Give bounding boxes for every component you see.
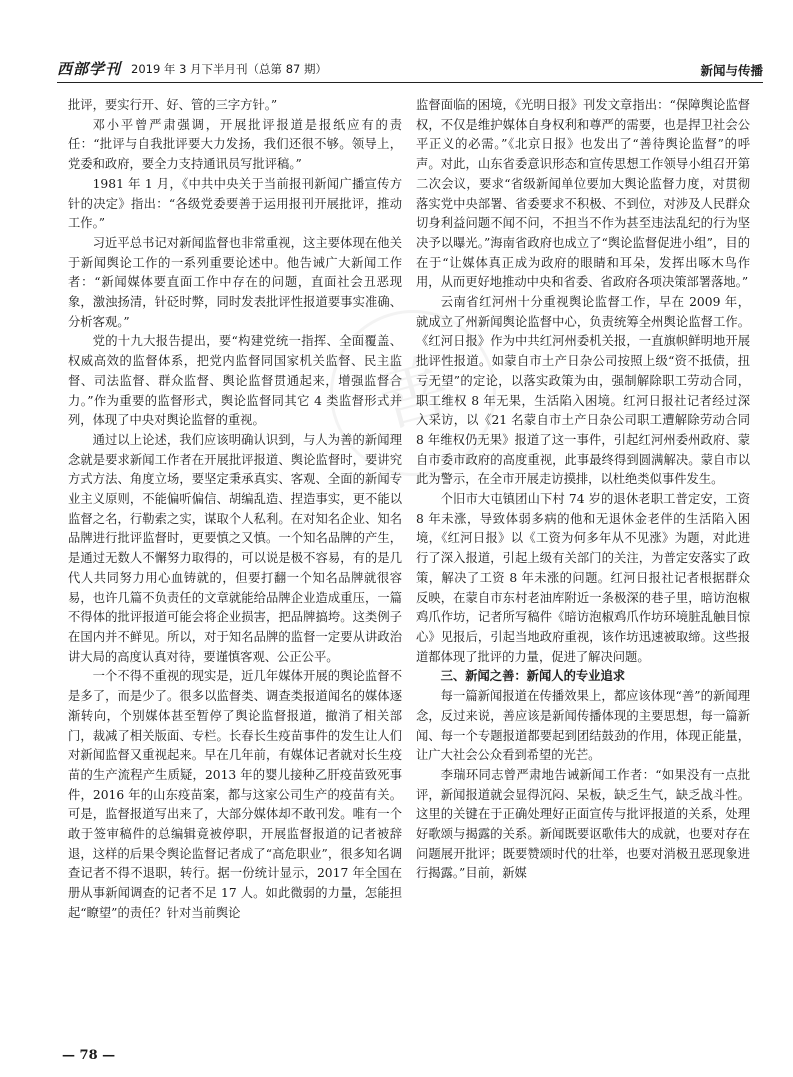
journal-logo: 西部学刊	[57, 60, 122, 78]
body-paragraph: 李瑞环同志曾严肃地告诫新闻工作者：“如果没有一点批评，新闻报道就会显得沉闷、呆板，缺乏生气，缺乏战斗性。这里的关键在于正确处理好正面宣传与批评报道的关系，处理好歌颂与揭露的关系。新闻既要讴歌伟大的成就，也要对存在问题展开批评；既要赞颂时代的壮举，也要对消极丑恶现象进行揭露。”目前，新媒	[416, 767, 750, 881]
body-paragraph: 云南省红河州十分重视舆论监督工作，早在 2009 年，就成立了州新闻舆论监督中心，负责统筹全州舆论监督工作。《红河日报》作为中共红河州委机关报，一直旗帜鲜明地开展批评性报道。如蒙自市土产日杂公司按照上级“资不抵债，扭亏无望”的定论，以落实政策为由，强制解除职工劳动合同，职工维权 8 年无果，生活陷入困境。红河日报社记者经过深入采访，以《21 名蒙自市土产日杂公司职工遭解除劳动合同 8 年维权仍无果》报道了这一事件，引起红河州委州政府、蒙自市委市政府的高度重视，此事最终得到圆满解决。蒙自市以此为警示，在全市开展走访摸排，以杜绝类似事件发生。	[416, 295, 750, 487]
page-header	[57, 56, 763, 83]
body-paragraph: 1981 年 1 月，《中共中央关于当前报刊新闻广播宣传方针的决定》指出：“各级党委要善于运用报刊开展批评，推动工作。”	[68, 176, 402, 231]
left-column	[68, 96, 402, 1031]
body-paragraph: 一个不得不重视的现实是，近几年媒体开展的舆论监督不是多了，而是少了。很多以监督类、调查类报道闻名的媒体逐渐转向，个别媒体甚至暂停了舆论监督报道，撤消了相关部门，裁减了相关版面、专栏。长春长生疫苗事件的发生让人们对新闻监督又重视起来。早在几年前，有媒体记者就对长生疫苗的生产流程产生质疑，2013 年的婴儿接种乙肝疫苗致死事件，2016 年的山东疫苗案，都与这家公司生产的疫苗有关。可是，监督报道写出来了，大部分媒体却不敢刊发。唯有一个敢于签审稿件的总编辑竟被停职，开展监督报道的记者被辞退，这样的后果令舆论监督记者成了“高危职业”，很多知名调查记者不得不退职，转行。据一份统计显示，2017 年全国在册从事新闻调查的记者不足 17 人。如此微弱的力量，怎能担起“瞭望”的责任？针对当前舆论	[68, 669, 402, 920]
body-paragraph: 个旧市大屯镇团山下村 74 岁的退休老职工普定安，工资 8 年未涨，导致体弱多病的他和无退休金老伴的生活陷入困境，《红河日报》以《工资为何多年从不见涨》为题，对此进行了深入报道，引起上级有关部门的关注，为普定安落实了政策，解决了工资 8 年未涨的问题。红河日报社记者根据群众反映，在蒙自市东村老油库附近一条极深的巷子里，暗访泡椒鸡爪作坊，记者所写稿件《暗访泡椒鸡爪作坊环境脏乱触目惊心》见报后，引起当地政府重视，该作坊迅速被取缔。这些报道都体现了批评的力量，促进了解决问题。	[416, 492, 750, 664]
body-paragraph: 通过以上论述，我们应该明确认识到，与人为善的新闻理念就是要求新闻工作者在开展批评报道、舆论监督时，要讲究方式方法、角度立场，要坚定秉承真实、客观、全面的新闻专业主义原则，不能偏听偏信、胡编乱造、捏造事实，更不能以监督之名，行勒索之实，谋取个人私利。在对知名企业、知名品牌进行批评监督时，更要慎之又慎。一个知名品牌的产生，是通过无数人不懈努力取得的，可以说是极不容易，有的是几代人共同努力用心血铸就的，但要打翻一个知名品牌就很容易，也许几篇不负责任的文章就能给品牌企业造成重压，一篇不得体的批评报道可能会将企业损害，把品牌搞垮。这类例子在国内并不鲜见。所以，对于知名品牌的监督一定要从讲政治讲大局的高度认真对待，要谨慎客观、公正公平。	[68, 432, 402, 664]
right-column	[416, 96, 750, 1031]
section-heading: 三、新闻之善：新闻人的专业追求	[440, 669, 626, 684]
section-name: 新闻与传播	[700, 63, 763, 78]
body-paragraph: 习近平总书记对新闻监督也非常重视，这主要体现在他关于新闻舆论工作的一系列重要论述中。他告诫广大新闻工作者：“新闻媒体要直面工作中存在的问题，直面社会丑恶现象，激浊扬清，针砭时弊，同时发表批评性报道要事实准确、分析客观。”	[68, 235, 402, 329]
body-paragraph: 监督面临的困境，《光明日报》刊发文章指出：“保障舆论监督权，不仅是维护媒体自身权利和尊严的需要，也是捍卫社会公平正义的必需。”《北京日报》也发出了“善待舆论监督”的呼声。对此，山东省委意识形态和宣传思想工作领导小组召开第二次会议，要求“省级新闻单位要加大舆论监督力度，对贯彻落实党中央部署、省委要求不积极、不到位，对涉及人民群众切身利益问题不闻不问，不担当不作为甚至违法乱纪的行为坚决予以曝光。”海南省政府也成立了“舆论监督促进小组”，目的在于“让媒体真正成为政府的眼睛和耳朵，发挥出啄木鸟作用，从而更好地推动中央和省委、省政府各项决策部署落地。”	[416, 98, 750, 290]
body-paragraph: 每一篇新闻报道在传播效果上，都应该体现“善”的新闻理念，反过来说，善应该是新闻传播体现的主要思想，每一篇新闻、每一个专题报道都要起到团结鼓劲的作用，体现正能量，让广大社会公众看到希望的光芒。	[416, 689, 750, 763]
watermark-seal: 善	[311, 291, 514, 494]
body-paragraph: 批评，要实行开、好、管的三字方针。”	[68, 98, 278, 112]
journal-issue-info: 2019 年 3 月下半月刊（总第 87 期）	[131, 62, 327, 76]
body-paragraph: 党的十九大报告提出，要“构建党统一指挥、全面覆盖、权威高效的监督体系，把党内监督同国家机关监督、民主监督、司法监督、群众监督、舆论监督贯通起来，增强监督合力。”作为重要的监督形式，舆论监督同其它 4 类监督形式并列，体现了中央对舆论监督的重视。	[68, 334, 402, 428]
body-paragraph: 邓小平曾严肃强调，开展批评报道是报纸应有的责任：“批评与自我批评要大力发扬，我们还很不够。领导上，党委和政府，要全力支持通讯员写批评稿。”	[68, 117, 402, 172]
page-number: — 78 —	[62, 1048, 116, 1063]
